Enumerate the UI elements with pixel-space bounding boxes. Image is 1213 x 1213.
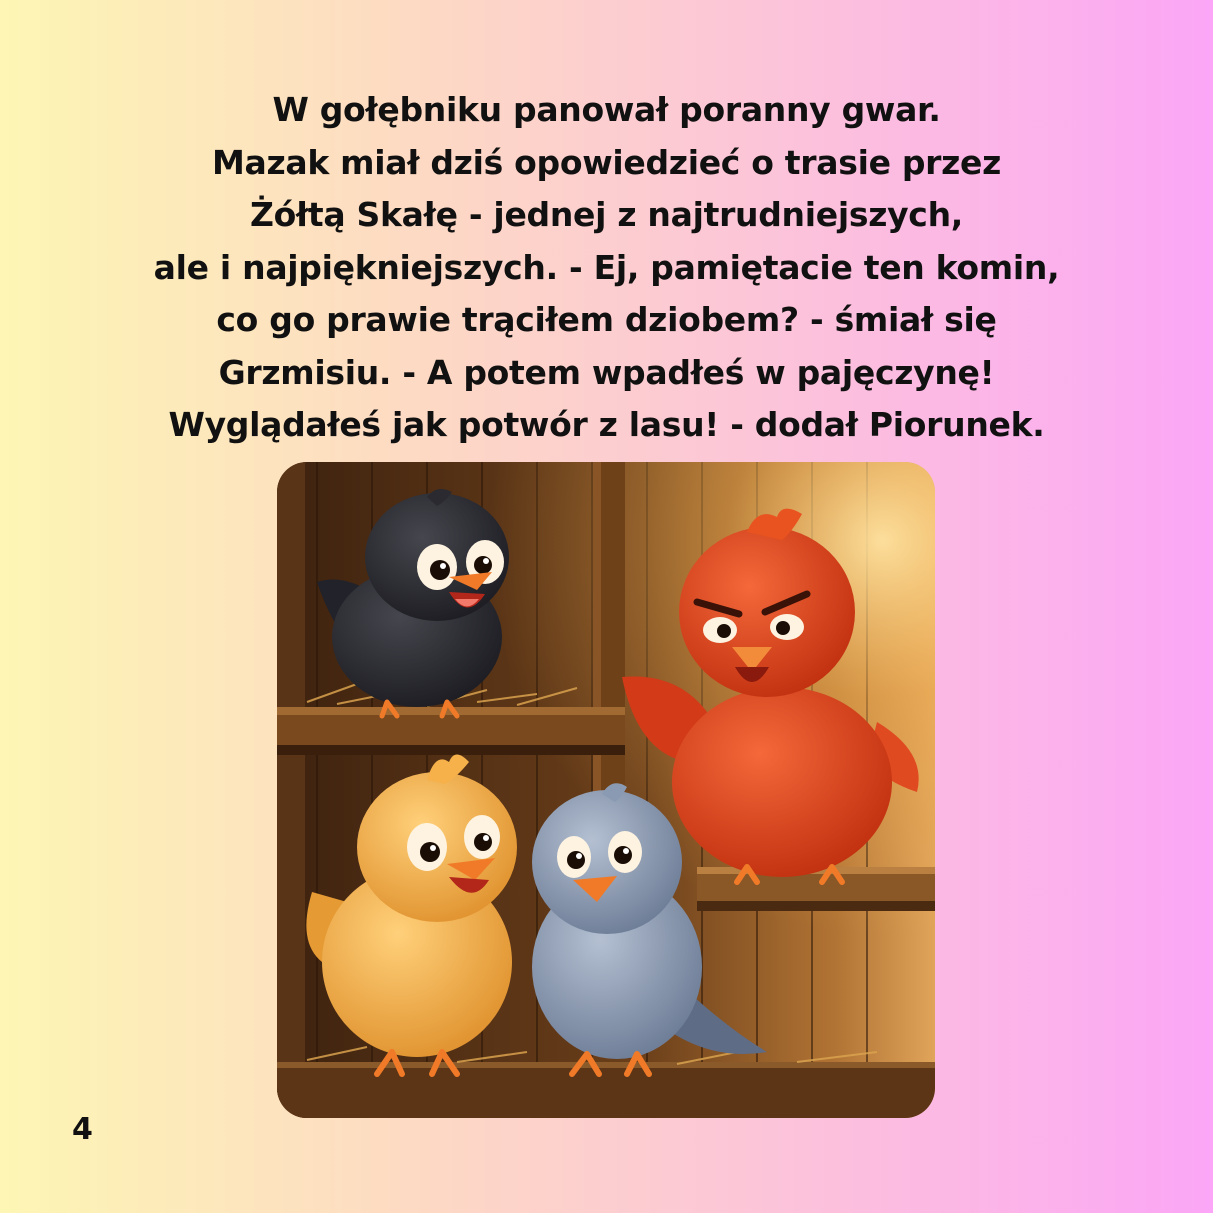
story-line: W gołębniku panował poranny gwar. [272, 90, 941, 129]
page-number: 4 [72, 1112, 93, 1147]
story-line: Żółtą Skałę - jednej z najtrudniejszych, [249, 195, 964, 234]
story-illustration [277, 462, 935, 1118]
story-line: ale i najpiękniejszych. - Ej, pamiętacie ten komin, [153, 247, 1060, 287]
story-line: co go prawie trąciłem dziobem? - śmiał się [216, 300, 997, 339]
story-line: Wyglądałeś jak potwór z lasu! - dodał Piorunek. [168, 405, 1045, 444]
story-text [60, 84, 1153, 452]
story-line: Grzmisiu. - A potem wpadłeś w pajęczynę! [218, 352, 995, 392]
story-line: Mazak miał dziś opowiedzieć o trasie przez [211, 142, 1002, 182]
